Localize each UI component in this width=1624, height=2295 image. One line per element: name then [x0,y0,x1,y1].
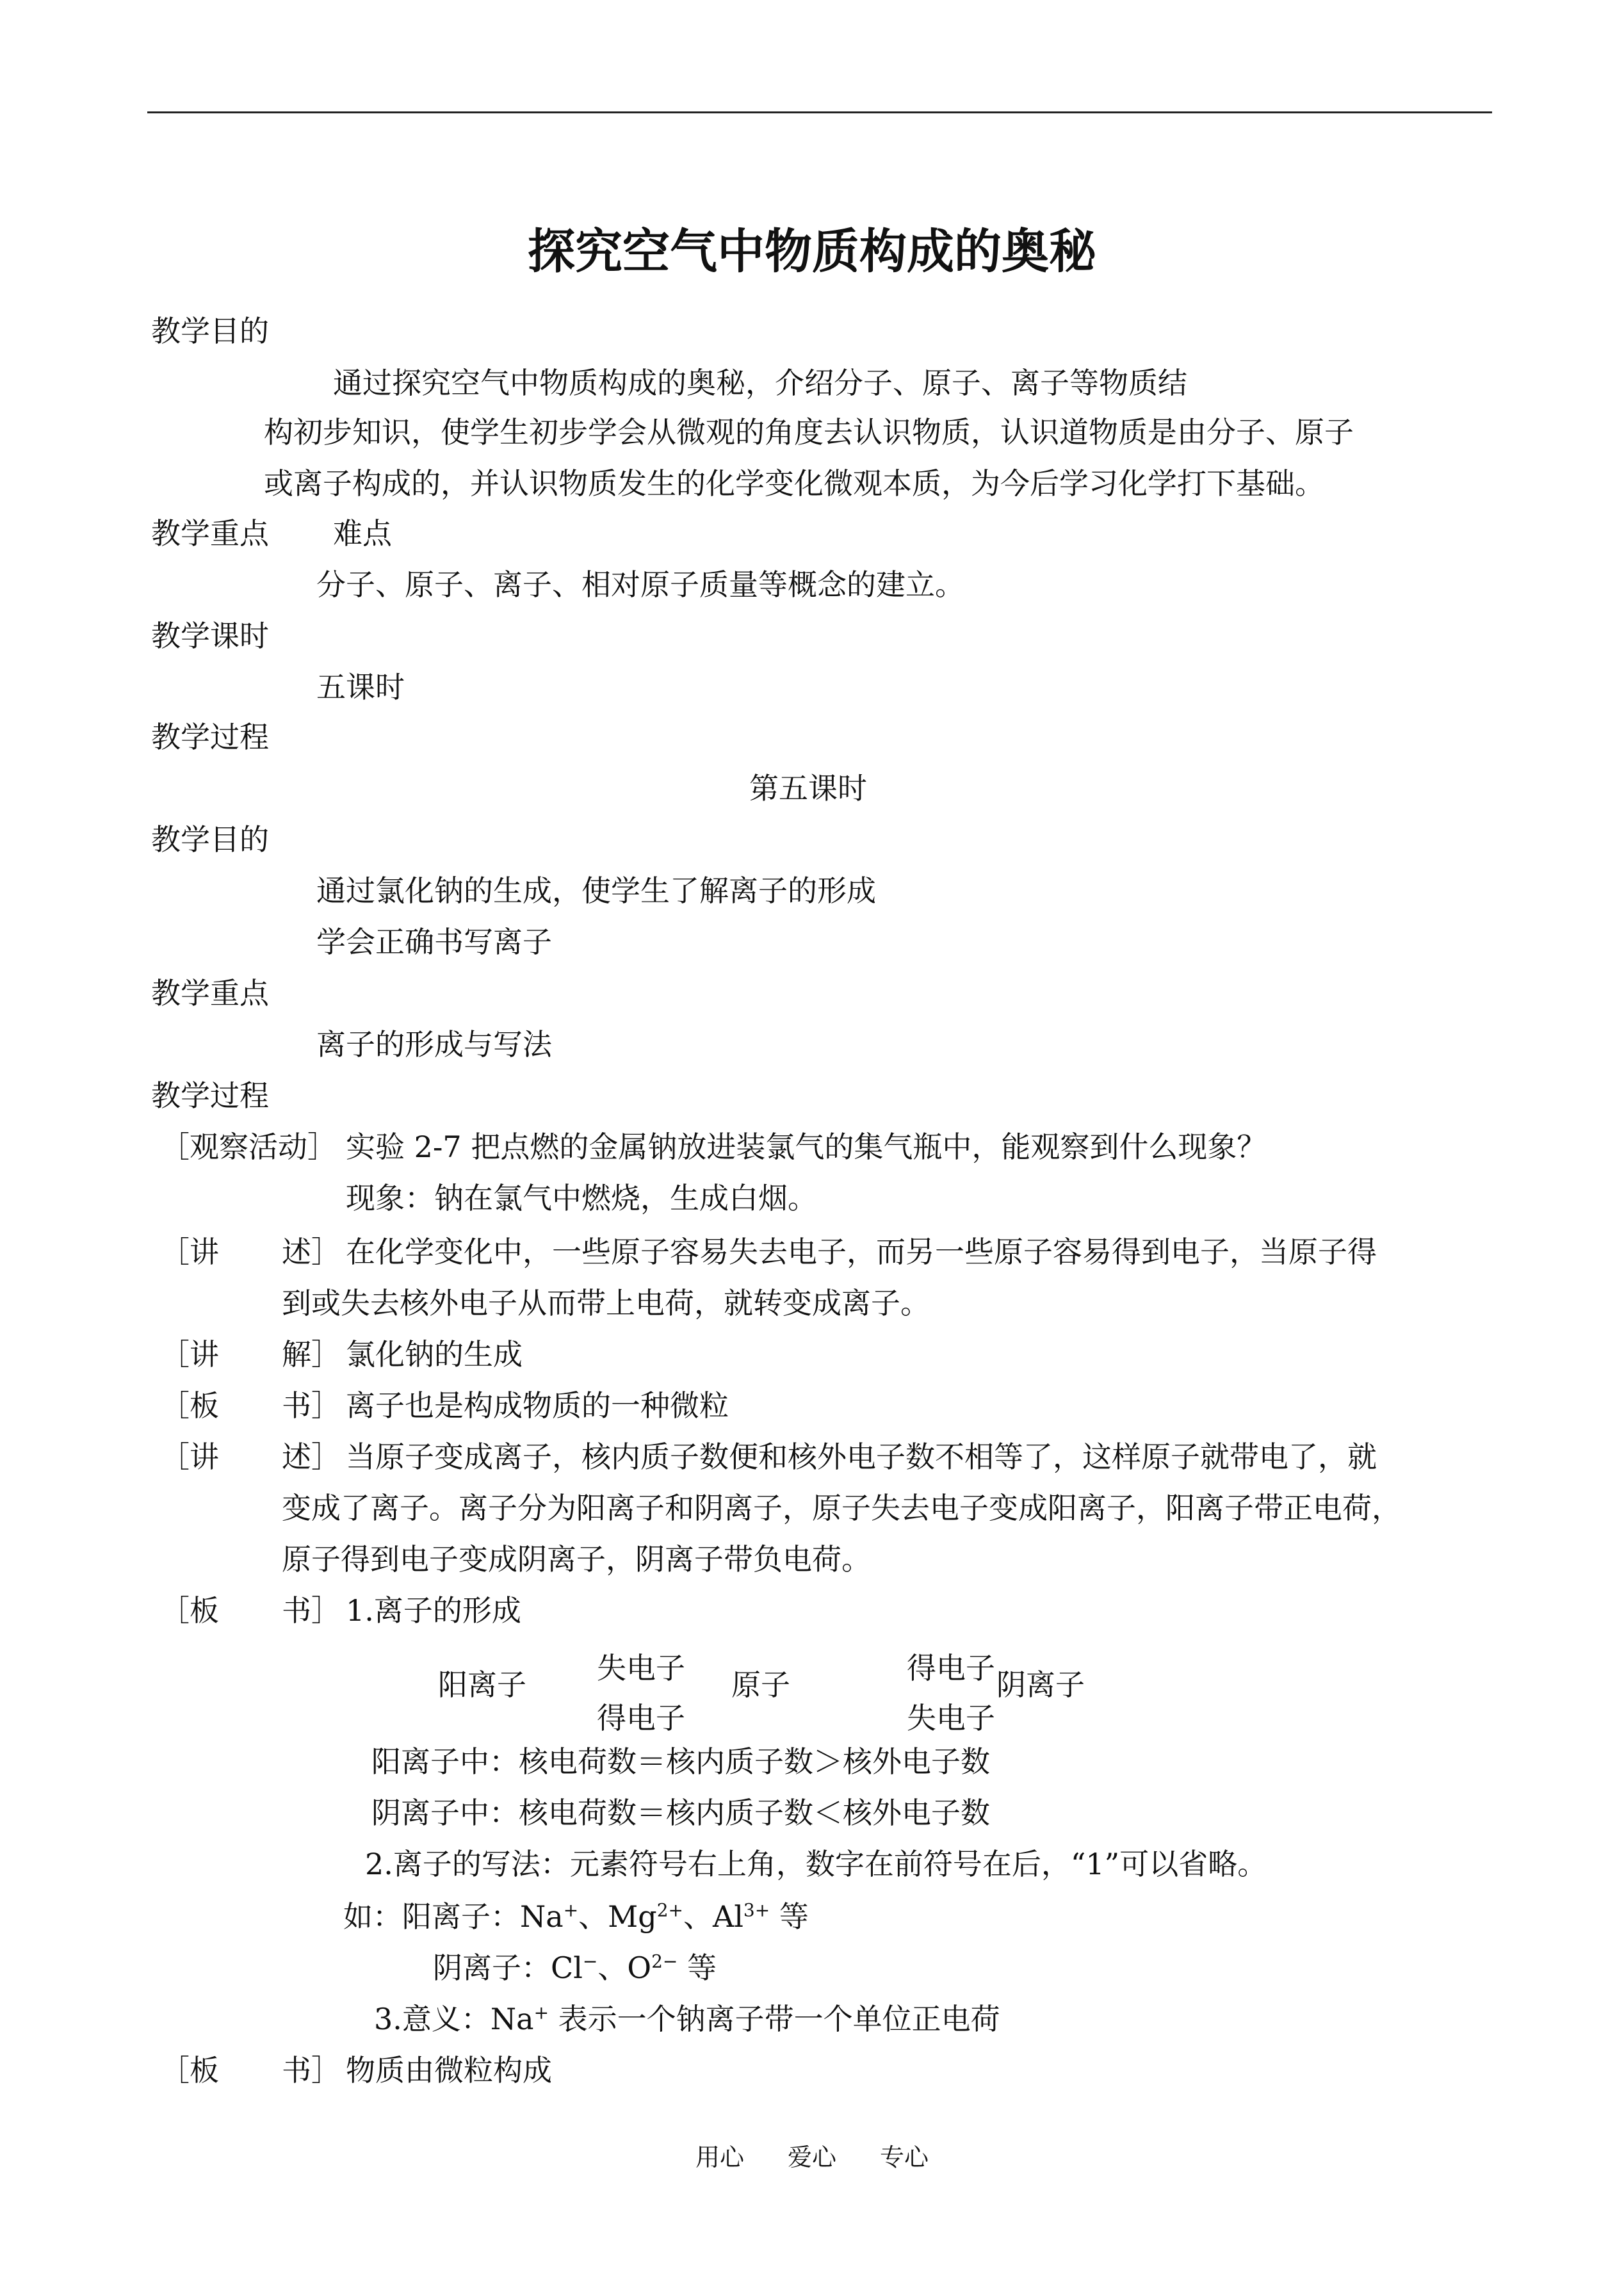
narrate2-line-1: 当原子变成离子，核内质子数便和核外电子数不相等了，这样原子就带电了，就 [346,1439,1377,1474]
narrate1-line-2: 到或失去核外电子从而带上电荷，就转变成离子。 [282,1286,930,1320]
lesson-objective-line-1: 通过氯化钠的生成，使学生了解离子的形成 [316,873,876,908]
anion-suffix: 等 [678,1950,717,1985]
diagram-gain-bottom: 得电子 [597,1701,685,1735]
ion-mg-charge: 2+ [656,1899,683,1921]
ion-cl: Cl [551,1950,583,1985]
key-label: 教学重点 [151,516,269,551]
examples-suffix: 等 [770,1899,809,1934]
narrate2-tag-right: 述］ [282,1439,341,1474]
narrate2-line-2: 变成了离子。离子分为阳离子和阴离子，原子失去电子变成阳离子，阳离子带正电荷， [282,1491,1401,1525]
separator: 、 [578,1899,608,1934]
board3-text: 物质由微粒构成 [346,2053,552,2088]
anion-prefix: 阴离子： [433,1950,551,1985]
explain-tag-right: 解］ [282,1337,341,1372]
meaning-na: Na [490,2002,534,2036]
lesson-objective-line-2: 学会正确书写离子 [316,925,552,959]
separator: 、 [597,1950,628,1985]
explain-tag-left: ［讲 [160,1337,219,1372]
board2-tag-left: ［板 [160,1593,219,1628]
ion-cl-charge: − [582,1950,598,1972]
narrate1-line-1: 在化学变化中，一些原子容易失去电子，而另一些原子容易得到电子，当原子得 [346,1235,1377,1269]
footer-word-3: 专心 [880,2143,929,2171]
cation-examples [343,1899,809,1934]
meaning-na-charge: + [533,2002,549,2023]
meaning-prefix: 3.意义： [374,2002,491,2036]
lesson-process-label: 教学过程 [151,1078,269,1113]
phenomenon-text: 现象：钠在氯气中燃烧，生成白烟。 [346,1181,817,1215]
ion-o: O [627,1950,652,1985]
observe-tag: ［观察活动］ [160,1130,337,1164]
lesson-key-label: 教学重点 [151,976,269,1010]
separator: 、 [683,1899,713,1934]
meaning-line [374,2004,1000,2034]
page-footer [0,2145,1624,2169]
diagram-lose-top: 失电子 [597,1651,685,1685]
key-text: 分子、原子、离子、相对原子质量等概念的建立。 [316,567,964,602]
narrate2-line-3: 原子得到电子变成阴离子，阴离子带负电荷。 [282,1542,871,1577]
objective-line-2: 构初步知识，使学生初步学会从微观的角度去认识物质，认识道物质是由分子、原子 [264,415,1354,450]
lesson-key-text: 离子的形成与写法 [316,1027,552,1062]
footer-word-2: 爱心 [787,2143,836,2171]
ion-o-charge: 2− [651,1950,678,1972]
board1-text: 离子也是构成物质的一种微粒 [346,1388,729,1423]
hours-label: 教学课时 [151,619,269,653]
difficulty-label: 难点 [333,516,392,551]
board3-tag-left: ［板 [160,2053,219,2088]
narrate-tag-left: ［讲 [160,1235,219,1269]
explain-text: 氯化钠的生成 [346,1337,523,1372]
process-label: 教学过程 [151,720,269,754]
ion-mg: Mg [608,1899,657,1934]
meaning-suffix: 表示一个钠离子带一个单位正电荷 [549,2002,1000,2036]
narrate2-tag-left: ［讲 [160,1439,219,1474]
lesson-heading: 第五课时 [749,771,867,806]
board1-tag-left: ［板 [160,1388,219,1423]
footer-word-1: 用心 [695,2143,744,2171]
observe-text: 实验 2-7 把点燃的金属钠放进装氯气的集气瓶中，能观察到什么现象？ [346,1130,1267,1164]
ion-al-charge: 3+ [743,1899,770,1921]
anion-rule: 阴离子中：核电荷数＝核内质子数＜核外电子数 [371,1796,990,1830]
diagram-lose-bottom: 失电子 [907,1701,995,1735]
diagram-gain-top: 得电子 [907,1651,995,1685]
board1-tag-right: 书］ [282,1388,341,1423]
page-title: 探究空气中物质构成的奥秘 [528,224,1096,279]
ion-na: Na [520,1899,564,1934]
diagram-atom: 原子 [731,1667,790,1702]
hours-text: 五课时 [316,670,405,704]
objective-label: 教学目的 [151,314,269,348]
examples-prefix: 如：阳离子： [343,1899,520,1934]
diagram-cation: 阳离子 [438,1667,526,1702]
board2-tag-right: 书］ [282,1593,341,1628]
ion-na-charge: + [563,1899,579,1921]
board3-tag-right: 书］ [282,2053,341,2088]
cation-rule: 阳离子中：核电荷数＝核内质子数＞核外电子数 [371,1744,990,1779]
lesson-objective-label: 教学目的 [151,822,269,857]
anion-examples [433,1950,717,1985]
objective-line-3: 或离子构成的，并认识物质发生的化学变化微观本质，为今后学习化学打下基础。 [264,466,1324,501]
diagram-anion: 阴离子 [996,1667,1085,1702]
ion-al: Al [712,1899,743,1934]
board2-text: 1.离子的形成 [346,1593,521,1628]
header-rule [147,111,1492,113]
narrate-tag-right: 述］ [282,1235,341,1269]
objective-line-1: 通过探究空气中物质构成的奥秘，介绍分子、原子、离子等物质结 [333,366,1187,400]
writing-rule: 2.离子的写法：元素符号右上角，数字在前符号在后，“1”可以省略。 [365,1847,1267,1881]
